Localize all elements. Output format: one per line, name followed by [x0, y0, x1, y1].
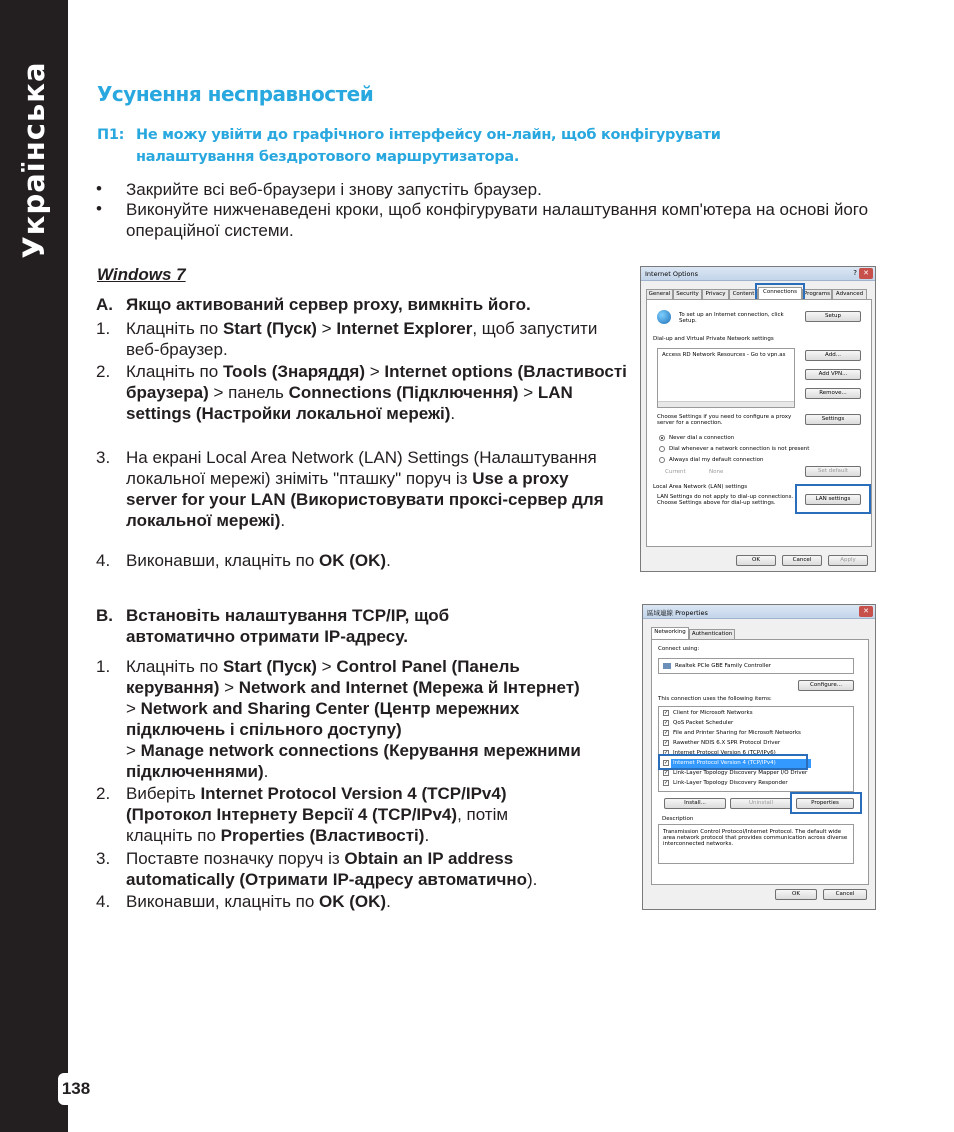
bullet-mark: •	[96, 179, 102, 198]
section-b-label: B.	[96, 606, 113, 625]
connections-panel	[646, 299, 872, 547]
remove-button[interactable]: Remove...	[805, 388, 861, 399]
install-button[interactable]: Install...	[664, 798, 726, 809]
configure-button[interactable]: Configure...	[798, 680, 854, 691]
question-number: П1:	[97, 127, 125, 143]
current-value: None	[709, 469, 724, 475]
list-item[interactable]: Link-Layer Topology Discovery Responder	[673, 780, 788, 786]
description-box	[658, 824, 854, 864]
step-b4: Виконавши, клацніть по OK (OK).	[126, 892, 391, 911]
item-checkbox[interactable]: ✓	[664, 720, 669, 726]
close-icon[interactable]: ✕	[859, 268, 873, 279]
step-a2: Клацніть по Tools (Знаряддя) > Internet options (Властивості браузера) > панель Connections (Підключення) > LAN settings (Настройки локальної мережі).	[126, 362, 627, 423]
globe-icon	[657, 310, 671, 324]
tab-content[interactable]: Content	[729, 289, 758, 299]
list-item[interactable]: File and Printer Sharing for Microsoft Networks	[673, 730, 801, 736]
list-item[interactable]: Client for Microsoft Networks	[673, 710, 753, 716]
page-title: Усунення несправностей	[97, 82, 374, 106]
tab-programs[interactable]: Programs	[803, 291, 831, 297]
radio-dial-whenever-label: Dial whenever a network connection is not present	[669, 446, 810, 452]
tab-networking[interactable]: Networking	[651, 627, 689, 639]
ipv4-highlight	[658, 754, 808, 770]
internet-options-dialog	[640, 266, 876, 572]
description-text: Transmission Control Protocol/Internet Protocol. The default wide area network protocol that provides communication across diverse interconnected networks.	[663, 829, 848, 847]
radio-never-dial[interactable]	[659, 435, 665, 441]
radio-always-dial-label: Always dial my default connection	[669, 457, 764, 463]
connect-using-label: Connect using:	[658, 646, 700, 652]
radio-dial-whenever[interactable]	[659, 446, 665, 452]
step-a1: Клацніть по Start (Пуск) > Internet Explorer, щоб запустити веб-браузер.	[126, 319, 598, 359]
step-b2: Виберіть Internet Protocol Version 4 (TCP/IPv4) (Протокол Інтернету Версії 4 (TCP/IPv4), потім клацніть по Properties (Властивості).	[126, 784, 509, 845]
vpn-list[interactable]	[657, 348, 795, 408]
step-number: 1.	[96, 657, 111, 676]
section-a-title: Якщо активований сервер proxy, вимкніть його.	[126, 295, 531, 314]
step-a3: На екрані Local Area Network (LAN) Settings (Налаштування локальної мережі) зніміть "пташку" поруч із Use a proxy server for your LAN (Використовувати проксі-сервер для локальної мережі).	[126, 448, 604, 530]
item-checkbox[interactable]: ✓	[664, 730, 669, 736]
ok-button[interactable]: OK	[775, 889, 817, 900]
step-b1: Клацніть по Start (Пуск) > Control Panel (Панель керування) > Network and Internet (Мережа й Інтернет) > Network and Sharing Center (Центр мережних підключень і спільного доступу) > Manage network connections (Керування мережними підключеннями).	[126, 657, 581, 781]
help-icon[interactable]: ?	[853, 269, 857, 277]
tab-connections[interactable]: Connections	[758, 287, 802, 299]
item-checkbox[interactable]: ✓	[664, 760, 669, 766]
components-list[interactable]	[658, 706, 854, 792]
language-label: Українська	[17, 61, 51, 259]
uninstall-button[interactable]: Uninstall	[730, 798, 792, 809]
close-icon[interactable]: ✕	[859, 606, 873, 617]
set-default-button[interactable]: Set default	[805, 466, 861, 477]
setup-button[interactable]: Setup	[805, 311, 861, 322]
add-vpn-button[interactable]: Add VPN...	[805, 369, 861, 380]
vpn-item[interactable]: Access RD Network Resources - Go to vpn.as	[662, 352, 786, 358]
cancel-button[interactable]: Cancel	[823, 889, 867, 900]
tab-security[interactable]: Security	[673, 289, 702, 299]
dialog-titlebar	[641, 267, 875, 281]
dialup-label: Dial-up and Virtual Private Network settings	[653, 336, 774, 342]
add-button[interactable]: Add...	[805, 350, 861, 361]
cancel-button[interactable]: Cancel	[782, 555, 822, 566]
radio-always-dial[interactable]	[659, 457, 665, 463]
step-number: 4.	[96, 892, 111, 911]
step-number: 2.	[96, 362, 111, 381]
network-adapter-icon	[663, 663, 671, 669]
bullet-mark: •	[96, 199, 102, 218]
question-text: Не можу увійти до графічного інтерфейсу он-лайн, щоб конфігурувати налаштування бездротового маршрутизатора.	[136, 127, 721, 165]
dialog-title: Internet Options	[645, 270, 698, 278]
step-number: 3.	[96, 849, 111, 868]
horizontal-scrollbar[interactable]	[658, 401, 794, 407]
description-label: Description	[662, 816, 694, 822]
tab-general[interactable]: General	[646, 289, 673, 299]
adapter-box	[658, 658, 854, 674]
tab-advanced[interactable]: Advanced	[832, 289, 867, 299]
adapter-name: Realtek PCIe GBE Family Controller	[675, 663, 772, 669]
item-checkbox[interactable]: ✓	[664, 710, 669, 716]
step-a4: Виконавши, клацніть по OK (OK).	[126, 551, 391, 570]
lan-text: LAN Settings do not apply to dial-up connections. Choose Settings above for dial-up settings.	[657, 494, 794, 506]
list-item-selected[interactable]: Internet Protocol Version 4 (TCP/IPv4)	[673, 760, 776, 766]
step-number: 1.	[96, 319, 111, 338]
tab-privacy[interactable]: Privacy	[702, 289, 729, 299]
list-item[interactable]: Link-Layer Topology Discovery Mapper I/O Driver	[673, 770, 808, 776]
section-b-title: Встановіть налаштування TCP/IP, щоб автоматично отримати IP-адресу.	[126, 606, 450, 646]
section-a-label: A.	[96, 295, 113, 314]
bullet-item: Закрийте всі веб-браузери і знову запустіть браузер.	[126, 180, 542, 199]
tab-authentication[interactable]: Authentication	[689, 629, 735, 639]
lan-label: Local Area Network (LAN) settings	[653, 484, 748, 490]
ok-button[interactable]: OK	[736, 555, 776, 566]
item-checkbox[interactable]: ✓	[664, 770, 669, 776]
bullet-item: Виконуйте нижченаведені кроки, щоб конфігурувати налаштування комп'ютера на основі його операційної системи.	[126, 200, 869, 240]
page-number: 138	[58, 1073, 94, 1105]
os-heading: Windows 7	[97, 265, 186, 284]
networking-panel	[651, 639, 869, 885]
step-number: 2.	[96, 784, 111, 803]
apply-button[interactable]: Apply	[828, 555, 868, 566]
item-checkbox[interactable]: ✓	[664, 780, 669, 786]
step-number: 3.	[96, 448, 111, 467]
radio-never-dial-label: Never dial a connection	[669, 435, 735, 441]
lan-settings-highlight	[795, 484, 871, 514]
language-sidebar	[0, 0, 68, 1132]
item-checkbox[interactable]: ✓	[664, 750, 669, 756]
items-label: This connection uses the following items:	[658, 696, 772, 702]
connection-properties-dialog	[642, 604, 876, 910]
list-item[interactable]: Internet Protocol Version 6 (TCP/IPv6)	[673, 750, 776, 756]
settings-button[interactable]: Settings	[805, 414, 861, 425]
list-item[interactable]: QoS Packet Scheduler	[673, 720, 734, 726]
properties-highlight	[790, 792, 862, 814]
properties-button[interactable]: Properties	[796, 798, 854, 809]
current-label: Current	[665, 469, 686, 475]
lan-settings-button[interactable]: LAN settings	[805, 494, 861, 505]
list-item[interactable]: Rawether NDIS 6.X SPR Protocol Driver	[673, 740, 781, 746]
proxy-text: Choose Settings if you need to configure a proxy server for a connection.	[657, 414, 792, 426]
setup-text: To set up an Internet connection, click Setup.	[679, 312, 784, 324]
step-b3: Поставте позначку поруч із Obtain an IP address automatically (Отримати IP-адресу автоматично).	[126, 849, 538, 889]
item-checkbox[interactable]: ✓	[664, 740, 669, 746]
step-number: 4.	[96, 551, 111, 570]
dialog-title: 區域連線 Properties	[647, 609, 708, 617]
dialog-titlebar	[643, 605, 875, 619]
